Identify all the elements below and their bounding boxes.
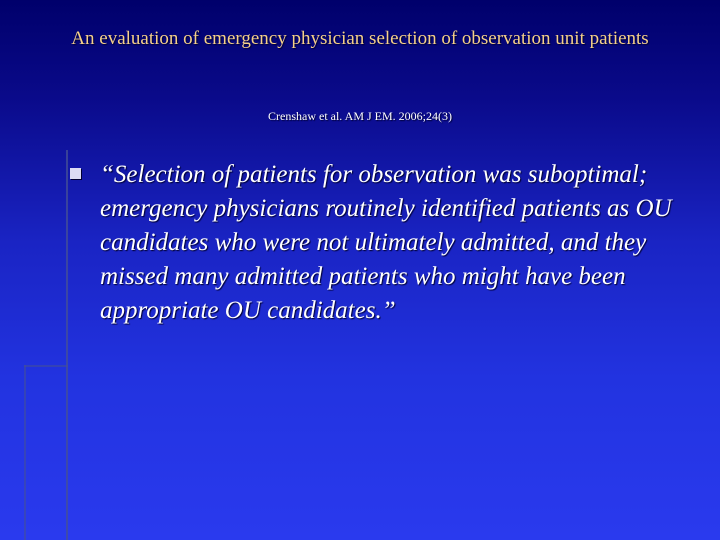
bullet-item [70, 158, 710, 328]
slide-title: An evaluation of emergency physician selection of observation unit patients [71, 28, 649, 49]
decorative-vertical-line-lower [24, 365, 26, 540]
decorative-vertical-line [66, 150, 68, 540]
decorative-horizontal-line [24, 365, 68, 367]
square-bullet-icon [70, 168, 81, 179]
bullet-quote-text: “Selection of patients for observation was suboptimal; emergency physicians routinely identified patients as OU candidates who were not ultimately admitted, and they missed many admitted patients who might have been appropriate OU candidates.” [100, 161, 672, 324]
slide-citation: Crenshaw et al. AM J EM. 2006;24(3) [268, 109, 452, 123]
